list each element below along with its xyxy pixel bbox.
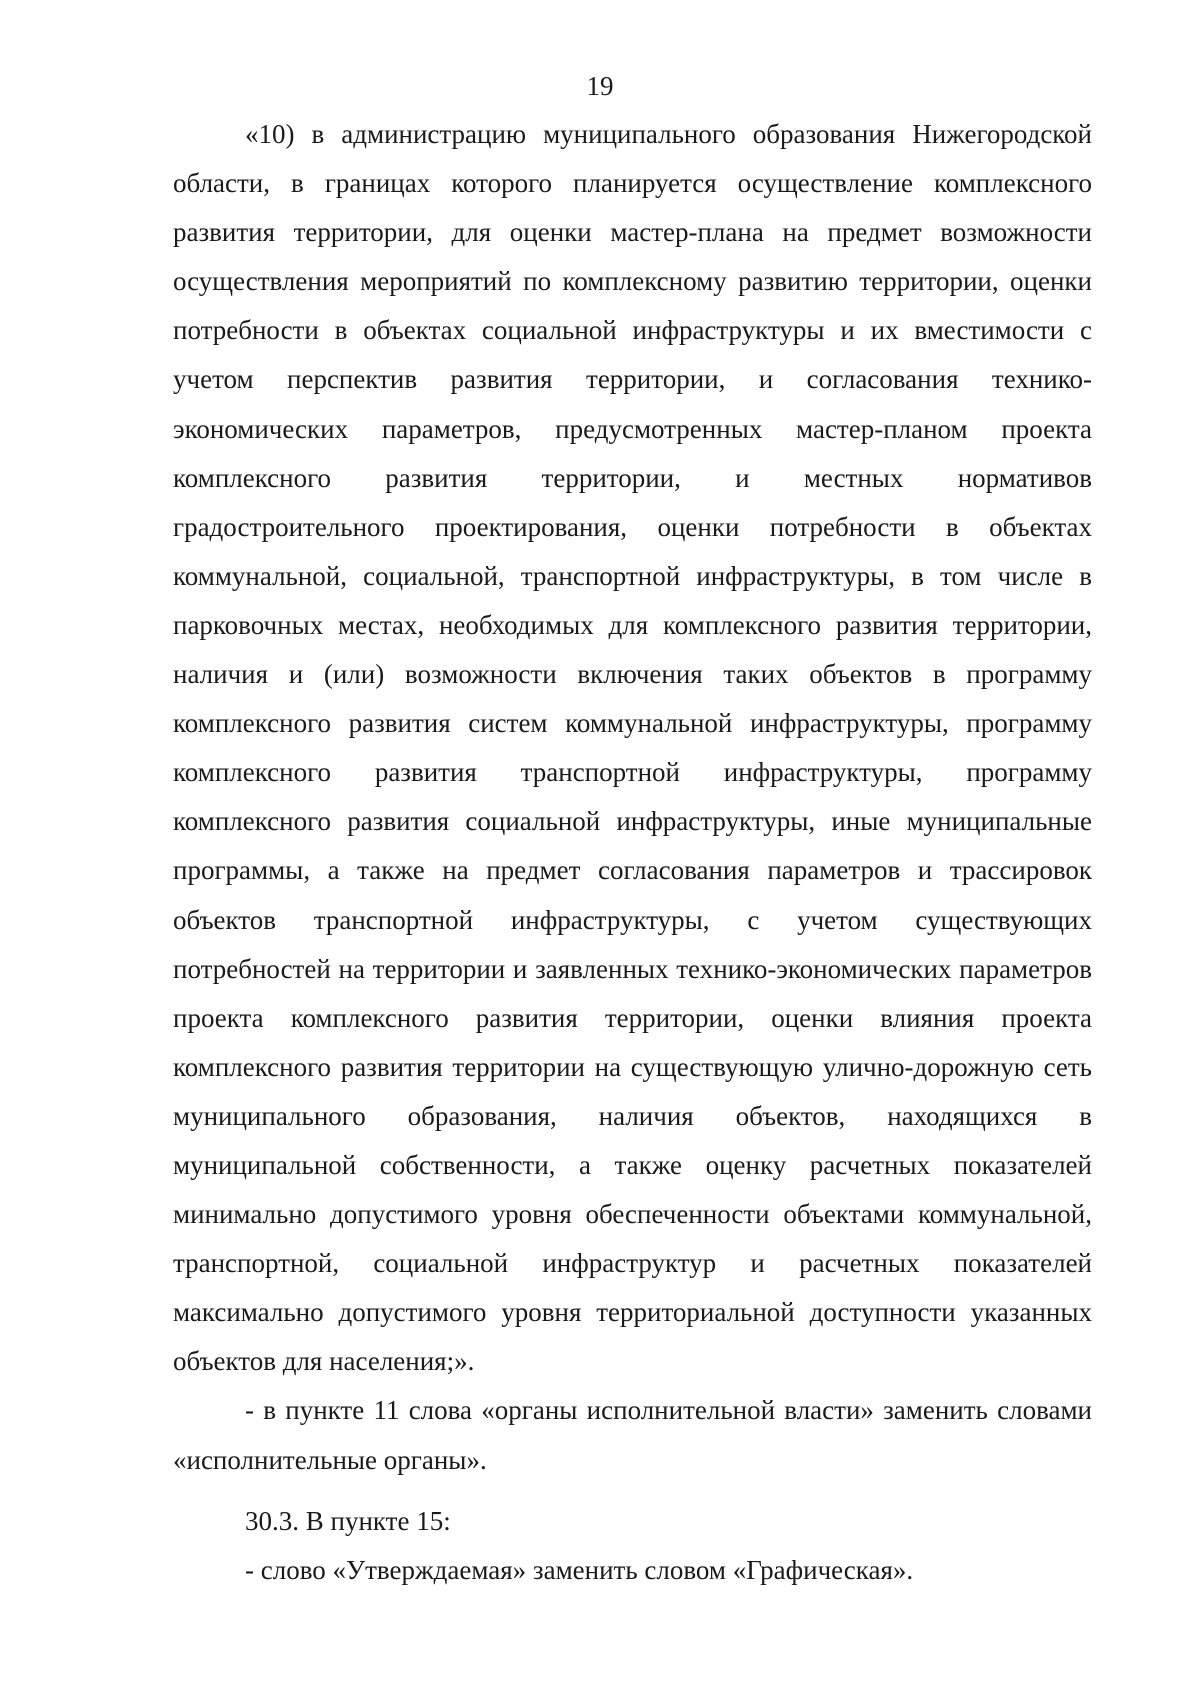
paragraph-amendment-item-10: «10) в администрацию муниципального образования Нижегородской области, в границах которого планируется осуществление комплексного развития территории, для оценки мастер-плана на предмет возможности осуществления мероприятий по комплексному развитию территории, оценки потребности в объектах социальной инфраструктуры и их вместимости с учетом перспектив развития территории, и согласования технико-экономических параметров, предусмотренных мастер-планом проекта комплексного развития территории, и местных нормативов градостроительного проектирования, оценки потребности в объектах коммунальной, социальной, транспортной инфраструктуры, в том числе в парковочных местах, необходимых для комплексного развития территории, наличия и (или) возможности включения таких объектов в программу комплексного развития систем коммунальной инфраструктуры, программу комплексного развития транспортной инфраструктуры, программу комплексного развития социальной инфраструктуры, иные муниципальные программы, а также на предмет согласования параметров и трассировок объектов транспортной инфраструктуры, с учетом существующих потребностей на территории и заявленных технико-экономических параметров проекта комплексного развития территории, оценки влияния проекта комплексного развития территории на существующую улично-дорожную сеть муниципального образования, наличия объектов, находящихся в муниципальной собственности, а также оценку расчетных показателей минимально допустимого уровня обеспеченности объектами коммунальной, транспортной, социальной инфраструктур и расчетных показателей максимально допустимого уровня территориальной доступности указанных объектов для населения;». <box>173 119 1092 1377</box>
page-number: 19 <box>586 71 614 101</box>
document-body <box>173 110 1092 1595</box>
paragraph-section-30-3: 30.3. В пункте 15: <box>245 1505 451 1536</box>
paragraph-amendment-item-11: - в пункте 11 слова «органы исполнительной власти» заменить словами «исполнительные органы». <box>173 1395 1092 1475</box>
paragraph-amendment-item-15: - слово «Утверждаемая» заменить словом «Графическая». <box>245 1554 914 1585</box>
